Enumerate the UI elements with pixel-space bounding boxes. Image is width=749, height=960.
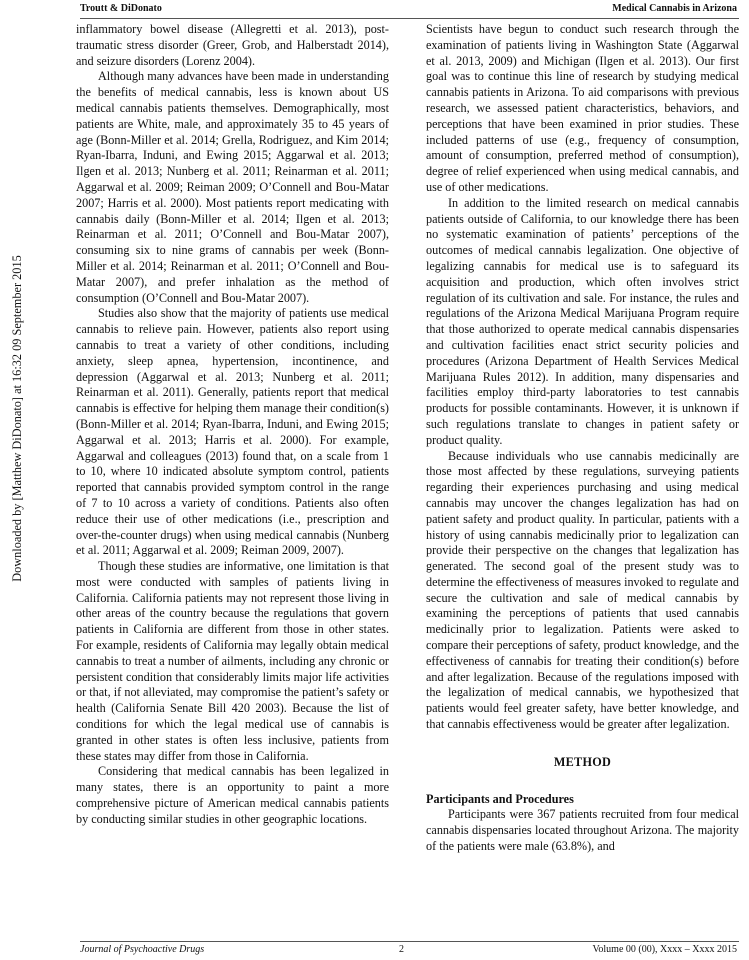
paragraph: inflammatory bowel disease (Allegretti et al. 2013), post-traumatic stress disorder (Greer, Grob, and Halberstadt 2014), and seizure disorders (Lorenz 2004). <box>76 22 389 68</box>
paragraph: Considering that medical cannabis has been legalized in many states, there is an opportunity to paint a more comprehensive picture of American medical cannabis patients by conducting similar studies in other geographic locations. <box>76 764 389 826</box>
download-watermark-text: Downloaded by [Matthew DiDonato] at 16:32 09 September 2015 <box>9 254 24 582</box>
volume-info: Volume 00 (00), Xxxx – Xxxx 2015 <box>592 944 737 955</box>
header-rule <box>80 18 739 19</box>
subsection-heading: Participants and Procedures <box>426 791 574 806</box>
journal-name: Journal of Psychoactive Drugs <box>80 944 205 955</box>
download-watermark <box>7 168 27 668</box>
page-number: 2 <box>399 944 404 955</box>
section-heading-method: METHOD <box>553 754 612 769</box>
left-column <box>76 22 389 936</box>
running-head-title: Medical Cannabis in Arizona <box>612 3 737 14</box>
running-head-authors: Troutt & DiDonato <box>80 3 162 14</box>
paragraph: Because individuals who use cannabis medicinally are those most affected by these regulations, surveying patients regarding their experiences purchasing and using medical cannabis may uncover the changes legalization has had on patient safety and product quality. In particular, patients with a history of using cannabis medicinally prior to legalization can provide their perspective on the changes that legalization has generated. The second goal of the present study was to determine the effectiveness of measures invoked to regulate and secure the cultivation and sale of medical cannabis by examining the perceptions of patients that used cannabis medicinally prior to legalization. Patients were asked to compare their perceptions of safety, product knowledge, and the effectiveness of cannabis for treating their condition(s) before and after legalization. Because of the regulations imposed with the legalization of medical cannabis, we hypothesized that patients would feel greater safety, have better knowledge, and that cannabis effectiveness would be greater after legalization. <box>426 448 739 732</box>
paragraph: Though these studies are informative, one limitation is that most were conducted with samples of patients living in California. California patients may not represent those living in other areas of the country because the regulations that govern patients in California are different from those in other states. For example, residents of California may legally obtain medical cannabis to treat a number of ailments, including any chronic or persistent condition that considerably limits major life activities or that, if not alleviated, may compromise the patient’s safety or health (California Senate Bill 420 2003). Because the list of conditions for which the legal medical use of cannabis is granted in other states is often less inclusive, patients from these states may differ from those in California. <box>76 559 389 763</box>
paragraph: Although many advances have been made in understanding the benefits of medical cannabis, less is known about US medical cannabis patients themselves. Demographically, most patients are White, male, and approximately 35 to 45 years of age (Bonn-Miller et al. 2014; Grella, Rodriguez, and Kim 2014; Ryan-Ibarra, Induni, and Ewing 2015; Aggarwal et al. 2013; Ilgen et al. 2013; Nunberg et al. 2011; Reinarman et al. 2011; Aggarwal et al. 2009; Reiman 2009; O’Connell and Bou-Matar 2007; Harris et al. 2000). Most patients report medicating with cannabis daily (Bonn-Miller et al. 2014; Ilgen et al. 2013; Reinarman et al. 2011; O’Connell and Bou-Matar 2007), consuming six to nine grams of cannabis per week (Bonn-Miller et al. 2014; Reinarman et al. 2011; O’Connell and Bou-Matar 2007), and prefer inhalation as the method of consumption (O’Connell and Bou-Matar 2007). <box>76 69 389 305</box>
paragraph: In addition to the limited research on medical cannabis patients outside of California, to our knowledge there has been no systematic examination of patients’ perceptions of the outcomes of medical cannabis legalization. One objective of legalizing cannabis for medical use is to safeguard its acquisition and production, which often involves strict regulation of its cultivation and sale. For instance, the rules and regulations of the Arizona Medical Marijuana Program require that those authorized to operate medical cannabis dispensaries and cultivation facilities enact strict security policies and procedures (Arizona Department of Health Services Medical Marijuana Rules 2012). In addition, many dispensaries and facilities employ third-party laboratories to test cannabis products for possible contaminants. However, it is unknown if such regulations translate to changes in patient safety or product quality. <box>426 195 739 447</box>
paragraph: Scientists have begun to conduct such research through the examination of patients living in Washington State (Aggarwal et al. 2013, 2009) and Michigan (Ilgen et al. 2013). Our first goal was to continue this line of research by studying medical cannabis patients in Arizona. To aid comparisons with previous research, we assessed patient characteristics, behaviors, and perceptions that have been examined in prior studies. These included patterns of use (e.g., frequency of consumption, amount of consumption, preferred method of consumption), degree of relief experienced when using medical cannabis, and use of other medications. <box>426 22 739 194</box>
footer-rule <box>80 941 739 942</box>
right-column <box>426 22 739 936</box>
paragraph: Studies also show that the majority of patients use medical cannabis to relieve pain. However, patients also report using cannabis to treat a variety of other conditions, including anxiety, sleep apnea, hypertension, incontinence, and depression (Aggarwal et al. 2013; Nunberg et al. 2011; Reinarman et al. 2011). Generally, patients report that medical cannabis is effective for helping them manage their condition(s) (Bonn-Miller et al. 2014; Ryan-Ibarra, Induni, and Ewing 2015; Aggarwal et al. 2013; Harris et al. 2000). For example, Aggarwal and colleagues (2013) found that, on a scale from 1 to 10, where 10 indicated absolute symptom control, patients reported that cannabis provided symptom control in the range of 7 to 10 across a variety of conditions. Patients also often reduce their use of other medications (i.e., prescription and over-the-counter drugs) when using medical cannabis (Nunberg et al. 2011; Aggarwal et al. 2009; Reiman 2009, 2007). <box>76 306 389 558</box>
paragraph: Participants were 367 patients recruited from four medical cannabis dispensaries located throughout Arizona. The majority of the patients were male (63.8%), and <box>426 807 739 854</box>
